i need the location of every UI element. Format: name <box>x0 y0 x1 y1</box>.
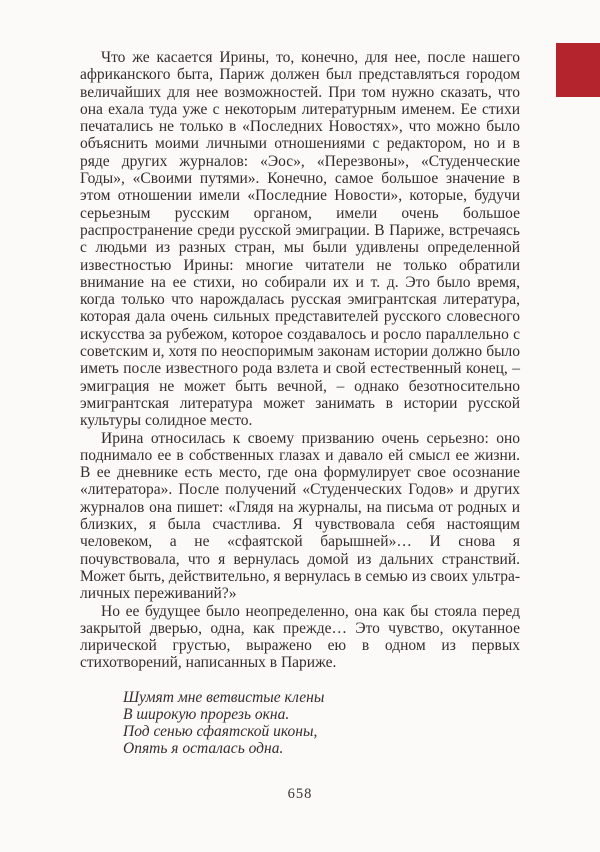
page-text <box>80 49 520 758</box>
paragraph: Что же касается Ирины, то, конечно, для нее, после нашего африканского быта, Париж должен был представляться городом величайших для нее возможностей. При том нужно сказать, что она ехала туда уже с некоторым литературным именем. Ее стихи печатались не только в «Последних Новостях», что можно было объяснить моими личными отношениями с редактором, но и в ряде других журналов: «Эос», «Перезвоны», «Студенческие Годы», «Своими путями». Конечно, самое большое значение в этом отношении имели «Последние Новости», которые, будучи серьезным русским органом, имели очень большое распространение среди русской эмиграции. В Париже, встречаясь с людьми из разных стран, мы были удивлены определенной известностью Ирины: многие читатели не только обратили внимание на ее стихи, но собирали их и т. д. Это было время, когда только что нарождалась русская эмигрантская литература, которая дала очень сильных представителей русского словесного искусства за рубежом, которое создавалось и росло параллельно с советским и, хотя по неоспоримым законам истории должно было иметь после известного рода взлета и свой естественный конец, – эмиграция не может быть вечной, – однако безотносительно эмигрантская литература может занимать в истории русской культуры солидное место. <box>80 49 520 430</box>
paragraph: Но ее будущее было неопределенно, она как бы стояла перед закрытой дверью, одна, как прежде… Это чувство, окутанное лирической грустью, выражено ею в одном из первых стихотворений, написанных в Париже. <box>80 602 520 672</box>
poem-line: Опять я осталась одна. <box>123 740 284 758</box>
poem-stanza <box>123 689 520 758</box>
paragraph: Ирина относилась к своему призванию очень серьезно: оно поднимало ее в собственных глазах и давало ей смысл ее жизни. В ее дневнике есть место, где она формулирует свое осознание «литератора». После получений «Студенческих Годов» и других журналов она пишет: «Глядя на журналы, на письма от родных и близких, я была счастлива. Я чувствовала себя настоящим человеком, а не «сфаятской барышней»… И снова я почувствовала, что я вернулась домой из дальних странствий. Может быть, действительно, я вернулась в семью из своих ультра-личных переживаний?» <box>80 429 520 603</box>
poem-line: Под сенью сфаятской иконы, <box>123 723 318 741</box>
page-number: 658 <box>287 786 313 802</box>
bookmark-ribbon-icon[interactable] <box>556 43 600 97</box>
poem-line: В широкую прорезь окна. <box>123 705 290 723</box>
poem-line: Шумят мне ветвистые клены <box>123 688 325 706</box>
